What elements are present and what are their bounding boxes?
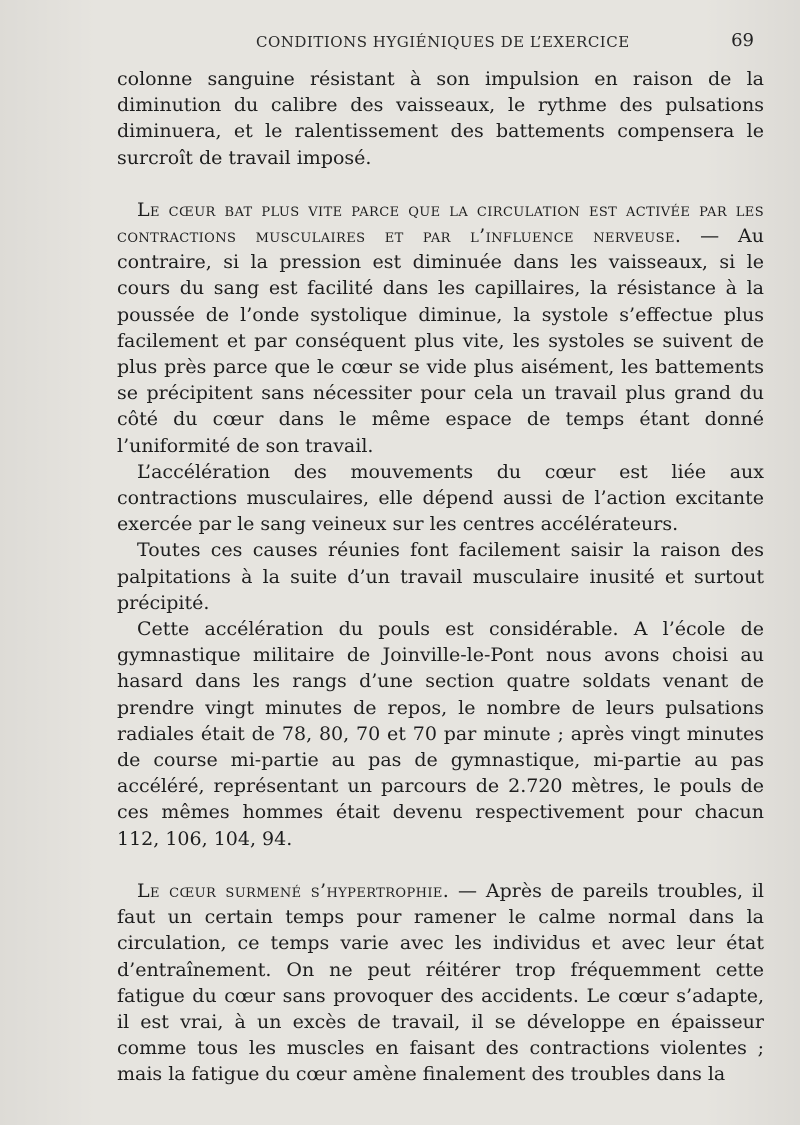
paragraph-pulse-measurements <box>117 616 764 852</box>
section-heart-rate <box>117 197 764 459</box>
paragraph-continuation <box>117 66 764 171</box>
paragraph-text: L’accélération des mouvements du cœur est liée aux contractions musculaires, elle dépend aussi de l’action excitante exercée par le sang veineux sur les centres accélérateurs. <box>117 460 764 536</box>
section-heading: Le cœur bat plus vite parce que la circulation est activée par les contractions musculaires et par l’influence nerveuse. <box>117 198 764 248</box>
paragraph-text: colonne sanguine résistant à son impulsion en raison de la diminution du calibre des vaisseaux, le rythme des pulsations diminuera, et le ralentissement des battements compensera le surcroît de travail imposé. <box>117 68 764 169</box>
running-head <box>118 30 758 54</box>
section-hypertrophy <box>117 878 764 1088</box>
paragraph-text: Toutes ces causes réunies font facilement saisir la raison des palpitations à la suite d’un travail musculaire inusité et surtout précipité. <box>117 539 764 614</box>
paragraph-palpitations <box>117 537 764 616</box>
paragraph-acceleration <box>117 459 764 538</box>
body-text <box>117 66 764 1088</box>
running-title: CONDITIONS HYGIÉNIQUES DE L’EXERCICE <box>256 33 630 51</box>
paragraph-text: Cette accélération du pouls est considérable. A l’école de gymnastique militaire de Joinville-le-Pont nous avons choisi au hasard dans les rangs d’une section quatre soldats venant de prendre vingt minutes de repos, le nombre de leurs pulsations radiales était de 78, 80, 70 et 70 par minute ; après vingt minutes de course mi-partie au pas de gymnastique, mi-partie au pas accéléré, représentant un parcours de 2.720 mètres, le pouls de ces mêmes hommes était devenu respectivement pour chacun 112, 106, 104, 94. <box>117 618 764 850</box>
section-heading: Le cœur surmené s’hypertrophie. <box>137 879 450 902</box>
section-text: — Au contraire, si la pression est diminuée dans les vaisseaux, si le cours du sang est facilité dans les capillaires, la résistance à la poussée de l’onde systolique diminue, la systole s’effectue plus facilement et par conséquent plus vite, les systoles se suivent de plus près parce que le cœur se vide plus aisément, les battements se précipitent sans nécessiter pour cela un travail plus grand du côté du cœur dans le même espace de temps étant donné l’uniformité de son travail. <box>117 225 765 457</box>
section-text: — Après de pareils troubles, il faut un certain temps pour ramener le calme normal dans la circulation, ce temps varie avec les individus et avec leur état d’entraînement. On ne peut réitérer trop fréquemment cette fatigue du cœur sans provoquer des accidents. Le cœur s’adapte, il est vrai, à un excès de travail, il se développe en épaisseur comme tous les muscles en faisant des contractions violentes ; mais la fatigue du cœur amène finalement des troubles dans la <box>117 879 764 1086</box>
page-number: 69 <box>731 30 754 51</box>
